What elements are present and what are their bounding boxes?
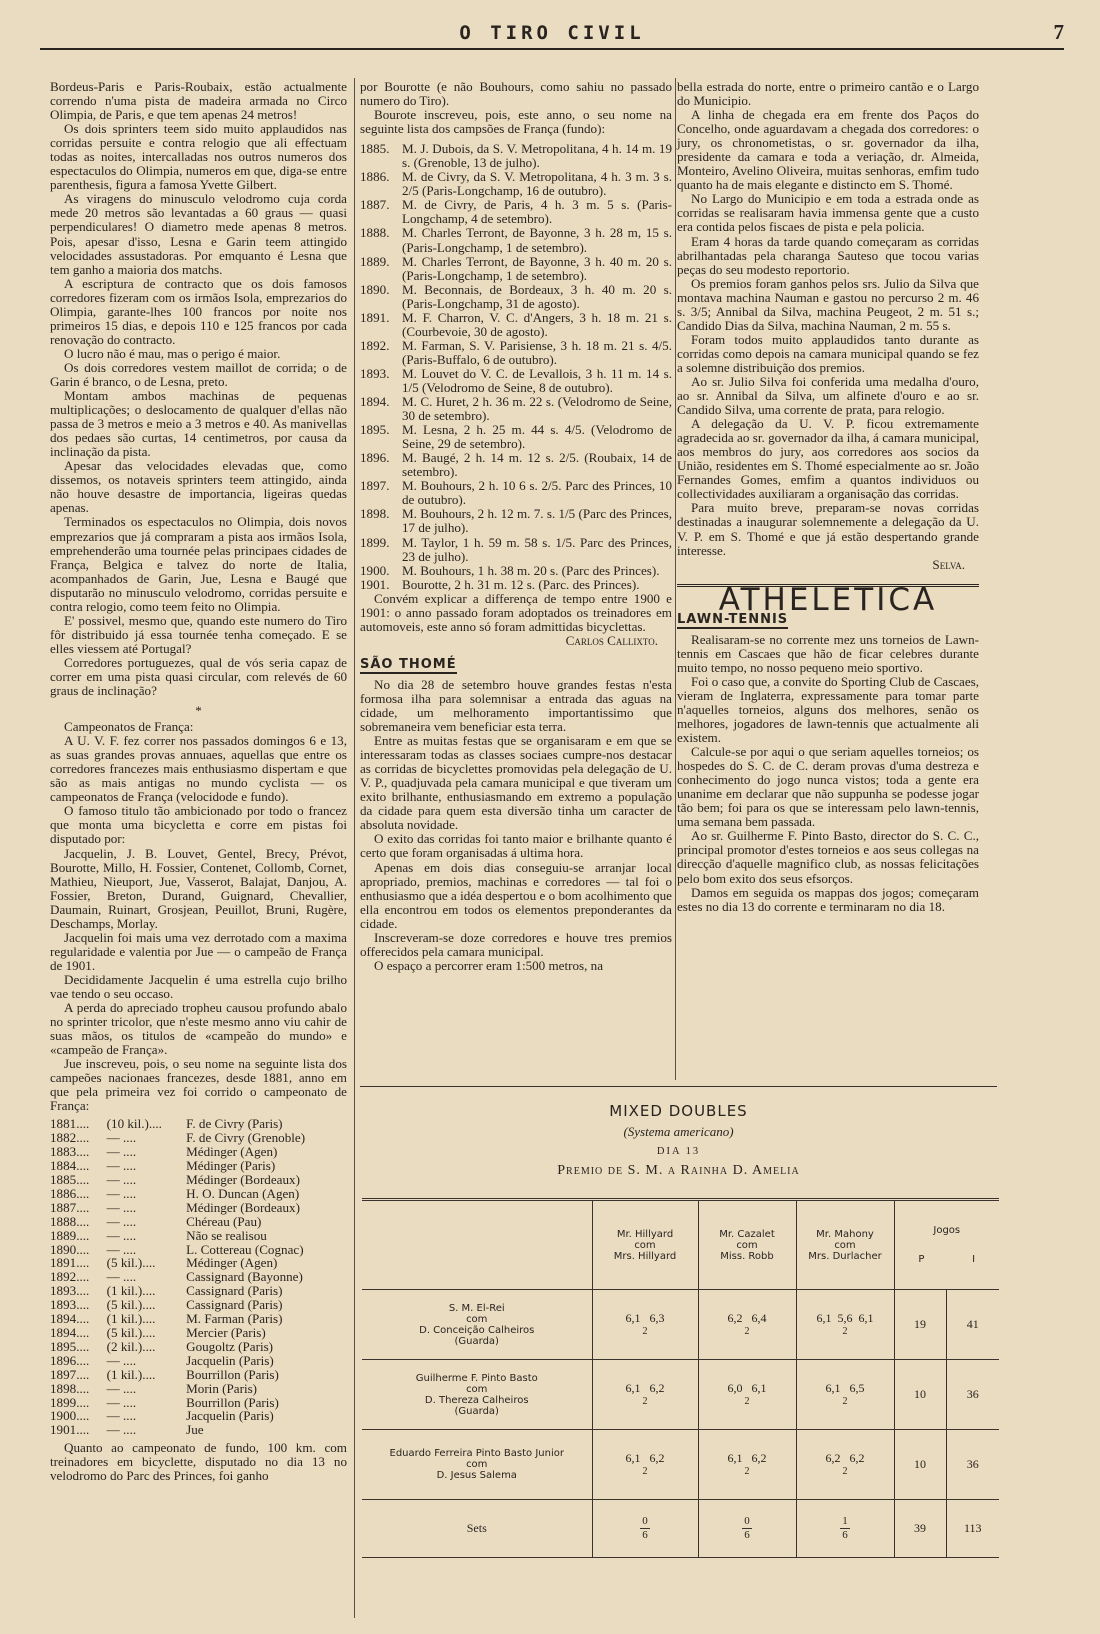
column-middle	[360, 80, 672, 973]
fund-champion-entry	[360, 451, 672, 479]
champion-row	[50, 1270, 347, 1284]
score-sets: 2	[842, 1395, 848, 1407]
score-cell	[698, 1290, 796, 1360]
champion-year: 1883....	[50, 1144, 90, 1160]
champion-year: 1890....	[50, 1241, 90, 1257]
sets-label: Sets	[466, 1521, 487, 1535]
sets-cell: $\frac{0}{6}$	[592, 1500, 698, 1558]
champion-year: 1897....	[50, 1366, 90, 1382]
paragraph: Bordeus-Paris e Paris-Roubaix, estão actualmente correndo n'uma pista de madeira armada no Circo Olimpia, de Paris, e que tem apenas 24 metros!	[50, 79, 347, 123]
champion-name: H. O. Duncan (Agen)	[186, 1185, 300, 1201]
entry-text: M. Lesna, 2 h. 25 m. 44 s. 4/5. (Velodromo de Seine, 29 de setembro).	[402, 422, 672, 452]
pair-cell	[362, 1290, 592, 1360]
score-cell	[796, 1430, 894, 1500]
paragraph: Convém explicar a differença de tempo entre 1900 e 1901: o anno passado foram adoptados os treinadores em automoveis, este anno só foram admittidas bicyclettas.	[360, 590, 672, 634]
fund-champion-entry	[360, 578, 672, 592]
champion-dist: (10 kil.)....	[106, 1116, 162, 1132]
column-right	[677, 80, 979, 914]
entry-text: Bourotte, 2 h. 31 m. 12 s. (Parc. des Princes).	[402, 576, 640, 592]
champion-name: Chéreau (Pau)	[186, 1213, 262, 1229]
paragraph: O exito das corridas foi tanto maior e brilhante quanto é certo que foram organisadas á ultima hora.	[360, 831, 672, 861]
paragraph: Corredores portuguezes, qual de vós seria capaz de correr em uma pista quasi circular, com relevés de 60 graus de inclinação?	[50, 654, 347, 699]
paragraph: Apesar das velocidades elevadas que, como dissemos, os notaveis sprinters teem attingido, ainda não houve desastre de importancia, ligeiras quedas apenas.	[50, 458, 347, 516]
header-opponent: Mr. Hillyard com Mrs. Hillyard	[592, 1200, 698, 1290]
mixed-doubles-heading	[360, 1102, 997, 1179]
champion-row	[50, 1159, 347, 1173]
score-cell	[592, 1290, 698, 1360]
header-opponent: Mr. Mahony com Mrs. Durlacher	[796, 1200, 894, 1290]
entry-text: M. Charles Terront, de Bayonne, 3 h. 28 m, 15 s. (Paris-Longchamp, 1 de setembro).	[402, 225, 672, 255]
entry-year: 1888.	[360, 225, 390, 241]
entry-text: M. Beconnais, de Bordeaux, 3 h. 40 m. 20 s. (Paris-Longchamp, 31 de agosto).	[402, 281, 672, 311]
entry-year: 1899.	[360, 534, 390, 550]
champion-name: Cassignard (Paris)	[186, 1297, 283, 1313]
mixed-doubles-title: MIXED DOUBLES	[609, 1102, 748, 1120]
pair-line: S. M. El-Rei	[448, 1302, 505, 1314]
athletics-banner	[677, 581, 979, 618]
paragraph: A perda do apreciado tropheu causou profundo abalo no sprinter tricolor, que n'este mesmo anno viu cahir de suas mãos, os titulos de «campeão do mundo» e «campeão de França».	[50, 1000, 347, 1058]
champion-year: 1898....	[50, 1380, 90, 1396]
champion-name: F. de Civry (Grenoble)	[186, 1130, 306, 1146]
paragraph: Foi o caso que, a convite do Sporting Club de Cascaes, vieram de Inglaterra, expressamente para tomar parte n'aquelles torneios, alguns dos melhores, senão os melhores, jogadores de lawn-tennis que actualmente ali existem.	[677, 673, 980, 746]
mixed-doubles-prize: Premio de S. M. a Rainha D. Amelia	[557, 1163, 800, 1178]
score-cell	[698, 1430, 796, 1500]
champion-dist: — ....	[106, 1422, 137, 1438]
pair-line: com	[466, 1313, 488, 1325]
champion-row	[50, 1131, 347, 1145]
champion-year: 1901....	[50, 1422, 90, 1438]
paragraph: Inscreveram-se doze corredores e houve tres premios offerecidos pela camara municipal.	[360, 929, 672, 959]
entry-text: M. Bouhours, 1 h. 38 m. 20 s. (Parc des Princes).	[402, 562, 660, 578]
champion-row	[50, 1173, 347, 1187]
paragraph: O lucro não é mau, mas o perigo é maior.	[64, 345, 281, 361]
entry-year: 1892.	[360, 337, 390, 353]
champion-row	[50, 1396, 347, 1410]
champion-row	[50, 1187, 347, 1201]
champion-dist: — ....	[106, 1269, 137, 1285]
score-sets: 2	[642, 1465, 648, 1477]
pair-line: Guilherme F. Pinto Basto	[415, 1372, 538, 1384]
champion-year: 1894....	[50, 1311, 90, 1327]
champion-name: Mercier (Paris)	[186, 1325, 266, 1341]
page-number: 7	[1053, 20, 1064, 44]
champion-name: Cassignard (Paris)	[186, 1283, 283, 1299]
paragraph: Ao sr. Julio Silva foi conferida uma medalha d'ouro, ao sr. Annibal da Silva, um alfinete d'ouro e ao sr. Candido Silva, uma corrente de prata, para relogio.	[677, 373, 979, 418]
pair-line: Eduardo Ferreira Pinto Basto Junior	[389, 1448, 564, 1459]
fund-champion-entry	[360, 170, 672, 198]
champion-year: 1895....	[50, 1338, 90, 1354]
champion-name: Bourrillon (Paris)	[186, 1394, 279, 1410]
score-sets: 2	[842, 1465, 848, 1477]
champions-list	[50, 1117, 347, 1437]
champion-row	[50, 1201, 347, 1215]
score-value: 6,1 6,2	[727, 1450, 767, 1465]
champion-year: 1900....	[50, 1408, 90, 1424]
table-row	[362, 1430, 999, 1500]
fund-champion-entry	[360, 283, 672, 311]
pair-line: D. Jesus Salema	[436, 1470, 517, 1481]
champion-year: 1894....	[50, 1325, 90, 1341]
champion-name: Cassignard (Bayonne)	[186, 1269, 303, 1285]
entry-text: M. Louvet do V. C. de Levallois, 3 h. 11 m. 14 s. 1/5 (Velodromo de Seine, 8 de outubro).	[402, 365, 672, 395]
champion-dist: (1 kil.)....	[106, 1283, 156, 1299]
champion-name: Médinger (Paris)	[186, 1158, 276, 1174]
champion-name: Médinger (Agen)	[186, 1144, 278, 1160]
score-cell	[592, 1430, 698, 1500]
paragraph: Jue inscreveu, pois, o seu nome na seguinte lista dos campeões nacionaes francezes, desde 1881, anno em que pela primeira vez foi corrido o campeonato de França:	[50, 1056, 347, 1114]
score-value: 6,1 6,3	[625, 1310, 665, 1325]
champion-row	[50, 1145, 347, 1159]
column-left	[50, 80, 347, 1483]
champion-year: 1889....	[50, 1227, 90, 1243]
fund-champion-entry	[360, 395, 672, 423]
fund-champion-entry	[360, 255, 672, 283]
champion-name: L. Cottereau (Cognac)	[186, 1241, 304, 1257]
sets-cell: $\frac{0}{6}$	[698, 1500, 796, 1558]
champion-year: 1887....	[50, 1199, 90, 1215]
score-sets: 2	[842, 1325, 848, 1337]
champion-dist: — ....	[106, 1130, 137, 1146]
paragraph: Para muito breve, preparam-se novas corridas destinadas a inaugurar solemnemente a delegação da U. V. P. em S. Thomé e que já estão despertando grande interesse.	[677, 500, 979, 558]
paragraph: Apenas em dois dias conseguiu-se arranjar local apropriado, premios, machinas e corredores — tal foi o enthusiasmo que a idéa despertou e o bom acolhimento que ella encontrou em todos os elementos preponderantes da cidade.	[360, 859, 672, 931]
entry-text: M. Bouhours, 2 h. 10 6 s. 2/5. Parc des Princes, 10 de outubro).	[402, 478, 672, 508]
pair-line: com	[466, 1383, 488, 1395]
jogos-p: 19	[894, 1290, 946, 1360]
paragraph: Os dois corredores vestem maillot de corrida; o de Garin é branco, o de Lesna, preto.	[50, 359, 347, 389]
sets-p: 39	[894, 1500, 946, 1558]
entry-text: M. C. Huret, 2 h. 36 m. 22 s. (Velodromo de Seine, 30 de setembro).	[402, 394, 672, 424]
entry-text: M. de Civry, de Paris, 4 h. 3 m. 5 s. (Paris-Longchamp, 4 de setembro).	[402, 197, 672, 227]
champion-year: 1892....	[50, 1269, 90, 1285]
pair-cell	[362, 1430, 592, 1500]
paragraph: No Largo do Municipio e em toda a estrada onde as corridas se realisaram havia immensa gente que a custo era contida pelos fiscaes de pista e pela policia.	[677, 191, 979, 235]
entry-text: M. F. Charron, V. C. d'Angers, 3 h. 18 m. 21 s. (Courbevoie, 30 de agosto).	[402, 309, 672, 339]
sets-i: 113	[946, 1500, 999, 1558]
jogos-p: 10	[894, 1360, 946, 1430]
entry-year: 1886.	[360, 169, 390, 185]
champion-name: Gougoltz (Paris)	[186, 1338, 274, 1354]
score-value: 6,1 5,6 6,1	[816, 1310, 874, 1325]
champion-dist: (2 kil.)....	[106, 1338, 156, 1354]
champion-dist: — ....	[106, 1241, 137, 1257]
champion-name: Bourrillon (Paris)	[186, 1366, 279, 1382]
champion-dist: (5 kil.)....	[106, 1297, 156, 1313]
pair-line: com	[466, 1459, 488, 1470]
score-value: 6,2 6,4	[727, 1310, 767, 1325]
champion-name: Médinger (Bordeaux)	[186, 1199, 300, 1215]
paragraph: Os dois sprinters teem sido muito applaudidos nas corridas persuite e contra relogio que ali effectuam todas as noites, intercalladas nos outros numeros dos espectaculos do Olimpia, numeros em que, diga-se entre parenthesis, figura a famosa Yvette Gilbert.	[50, 121, 347, 193]
paragraph: Calcule-se por aqui o que seriam aquelles torneios; os hospedes do S. C. de C. deram provas d'uma destreza e conhecimento do jogo nunca vistos; toda a gente era unanime em declarar que não suppunha se podesse jogar tão bem; foi para os que se interessam pelo lawn-tennis, uma semana bem passada.	[677, 744, 979, 830]
pair-cell	[362, 1360, 592, 1430]
entry-year: 1887.	[360, 197, 390, 213]
paragraph: A U. V. F. fez correr nos passados domingos 6 e 13, as suas grandes provas annuaes, aquellas que entre os corredores francezes mais enthusiasmo dispertam e que são as mais antigas no mundo cyclista — os campeonatos de França (velocidode e fundo).	[50, 733, 347, 805]
score-sets: 2	[744, 1325, 750, 1337]
score-sets: 2	[642, 1325, 648, 1337]
champion-dist: — ....	[106, 1227, 137, 1243]
paragraph: O espaço a percorrer eram 1:500 metros, na	[374, 957, 604, 973]
entry-year: 1889.	[360, 253, 390, 269]
score-sets: 2	[744, 1465, 750, 1477]
champion-year: 1886....	[50, 1185, 90, 1201]
table-header-row	[362, 1200, 999, 1290]
entry-year: 1890.	[360, 281, 390, 297]
champion-name: Médinger (Agen)	[186, 1255, 278, 1271]
jogos-i: 41	[946, 1290, 999, 1360]
entry-year: 1885.	[360, 141, 390, 157]
paragraph: E' possivel, mesmo que, quando este numero do Tiro fôr distribuido já essa tournée tenha começado. E se elles viessem até Portugal?	[50, 612, 347, 656]
paragraph: bella estrada do norte, entre o primeiro cantão e o Largo do Municipio.	[677, 79, 979, 109]
score-value: 6,2 6,2	[825, 1450, 865, 1465]
champion-row	[50, 1215, 347, 1229]
entry-year: 1895.	[360, 422, 390, 438]
paragraph: Jacquelin foi mais uma vez derrotado com a maxima regularidade e valentia por Jue — o campeão de França de 1901.	[50, 929, 347, 973]
jogos-i: 36	[946, 1430, 999, 1500]
champion-dist: — ....	[106, 1185, 137, 1201]
entry-text: M. Farman, S. V. Parisiense, 3 h. 18 m. 21 s. 4/5. (Paris-Buffalo, 6 de outubro).	[402, 337, 672, 367]
champion-row	[50, 1382, 347, 1396]
score-sets: 2	[642, 1395, 648, 1407]
champion-year: 1893....	[50, 1283, 90, 1299]
champion-row	[50, 1256, 347, 1270]
champion-row	[50, 1409, 347, 1423]
paragraph: No dia 28 de setembro houve grandes festas n'esta formosa ilha para solemnisar a entrada das aguas na cidade, um melhoramento importantissimo que sobremaneira vem beneficiar esta terra.	[360, 676, 672, 735]
entry-year: 1898.	[360, 506, 390, 522]
header-jogos: Jogos P I	[894, 1200, 999, 1290]
champion-row	[50, 1312, 347, 1326]
entry-year: 1894.	[360, 394, 390, 410]
paragraph: Realisaram-se no corrente mez uns torneios de Lawn-tennis em Cascaes que hão de ficar celebres durante muito tempo, no nosso pequeno meio sportivo.	[677, 631, 979, 675]
champion-name: Jacquelin (Paris)	[186, 1408, 274, 1424]
table-row-sets	[362, 1500, 999, 1558]
entry-year: 1901.	[360, 576, 390, 592]
score-sets: 2	[744, 1395, 750, 1407]
page-header	[40, 14, 1064, 50]
score-value: 6,1 6,2	[625, 1450, 665, 1465]
champion-dist: — ....	[106, 1352, 137, 1368]
champion-name: Morin (Paris)	[186, 1380, 258, 1396]
mixed-doubles-table	[362, 1198, 999, 1558]
paragraph: A escriptura de contracto que os dois famosos corredores fizeram com os irmãos Isola, emprezarios do Olimpia, garante-lhes 100 francos por noite nos primeiros 15 dias, e depois 110 e 125 francos por cada renovação do contracto.	[50, 275, 347, 347]
fund-champion-entry	[360, 311, 672, 339]
score-cell	[796, 1290, 894, 1360]
champion-row	[50, 1117, 347, 1131]
champion-year: 1881....	[50, 1116, 90, 1132]
paragraph: Decididamente Jacquelin é uma estrella cujo brilho vae tendo o seu occaso.	[50, 971, 347, 1001]
champion-dist: — ....	[106, 1408, 137, 1424]
score-value: 6,0 6,1	[727, 1380, 767, 1395]
fund-champion-entry	[360, 423, 672, 451]
jogos-i: 36	[946, 1360, 999, 1430]
champion-year: 1884....	[50, 1158, 90, 1174]
pair-line: D. Thereza Calheiros	[424, 1394, 529, 1406]
score-cell	[796, 1360, 894, 1430]
champion-row	[50, 1340, 347, 1354]
fund-champion-entry	[360, 142, 672, 170]
entry-year: 1891.	[360, 309, 390, 325]
fund-champion-entry	[360, 198, 672, 226]
paragraph: Foram todos muito applaudidos tanto durante as corridas como depois na camara municipal quando se fez a solemne distribuição dos premios.	[677, 331, 979, 375]
author-signature: Selva.	[932, 556, 965, 572]
paragraph: Bourote inscreveu, pois, este anno, o seu nome na seguinte lista dos campsões de França (fundo):	[360, 107, 672, 137]
champion-name: F. de Civry (Paris)	[186, 1116, 283, 1132]
jogos-p: 10	[894, 1430, 946, 1500]
champion-row	[50, 1243, 347, 1257]
champion-dist: — ....	[106, 1199, 137, 1215]
column-rule-2	[675, 78, 676, 1080]
author-signature: Carlos Callixto.	[565, 632, 658, 648]
champion-dist: (1 kil.)....	[106, 1366, 156, 1382]
pair-line: D. Conceição Calheiros	[419, 1324, 535, 1336]
paragraph: As viragens do minusculo velodromo cuja corda mede 20 metros são levantadas a 60 graus — quasi perpendiculares! O diametro mede apenas 8 metros. Pois, apesar d'isso, Lesna e Garin teem attingido velocidades assustadoras. Por emquanto é Lesna que tem ganho a maioria dos matchs.	[50, 191, 347, 277]
header-opponent: Mr. Cazalet com Miss. Robb	[698, 1200, 796, 1290]
champion-row	[50, 1229, 347, 1243]
score-cell	[698, 1360, 796, 1430]
score-value: 6,1 6,2	[625, 1380, 665, 1395]
entry-text: M. de Civry, da S. V. Metropolitana, 4 h. 3 m. 3 s. 2/5 (Paris-Longchamp, 16 de outubro).	[402, 169, 672, 199]
entry-text: M. J. Dubois, da S. V. Metropolitana, 4 h. 14 m. 19 s. (Grenoble, 13 de julho).	[402, 141, 672, 171]
fund-champion-entry	[360, 367, 672, 395]
section-heading-lawn-tennis: LAWN-TENNIS	[677, 611, 789, 627]
entry-text: M. Bouhours, 2 h. 12 m. 7. s. 1/5 (Parc des Princes, 17 de julho).	[402, 506, 672, 536]
champion-year: 1893....	[50, 1297, 90, 1313]
champion-dist: — ....	[106, 1172, 137, 1188]
paragraph: Damos em seguida os mappas dos jogos; começaram estes no dia 13 do corrente e terminaram no dia 18.	[677, 884, 979, 914]
pair-line: (Guarda)	[454, 1405, 499, 1417]
champion-dist: — ....	[106, 1158, 137, 1174]
fund-champion-entry	[360, 564, 672, 578]
column-rule-1	[354, 78, 355, 1618]
champion-dist: — ....	[106, 1213, 137, 1229]
fund-champion-entry	[360, 339, 672, 367]
champion-dist: (5 kil.)....	[106, 1325, 156, 1341]
champion-year: 1899....	[50, 1394, 90, 1410]
paragraph: A linha de chegada era em frente dos Paços do Concelho, onde aguardavam a chegada dos corredores: o jury, os chronometistas, o sr. governador da ilha, presidente da camara e toda a veriação, dr. Almeida, Monteiro, Avelino Oliveira, muitas senhoras, emfim tudo quanto ha de mais elegante e distincto em S. Thomé.	[677, 107, 979, 193]
paragraph: Jacquelin, J. B. Louvet, Gentel, Brecy, Prévot, Bourotte, Millo, H. Fossier, Contenet, Collomb, Cornet, Mathieu, Nieuport, Jue, Vasserot, Balajat, Danjou, A. Fossier, Breton, Durand, Guignard, Chevallier, Daumain, Ruinart, Grosjean, Peuillot, Bruni, Rugère, Deschamps, Morlay.	[50, 845, 347, 931]
paragraph: Montam ambos machinas de pequenas multiplicações; o deslocamento de qualquer d'ellas não passa de 3 metros e meio a 3 metros e 40. As manivellas dos pedaes são curtas, 14 centimetros, por causa da inclinação da pista.	[50, 388, 347, 460]
fund-champions-list	[360, 142, 672, 592]
table-row	[362, 1360, 999, 1430]
score-cell	[592, 1360, 698, 1430]
champion-name: Jue	[186, 1422, 204, 1438]
champion-year: 1885....	[50, 1172, 90, 1188]
champion-name: Médinger (Bordeaux)	[186, 1172, 300, 1188]
champion-row	[50, 1368, 347, 1382]
champion-year: 1882....	[50, 1130, 90, 1146]
paragraph: O famoso titulo tão ambicionado por todo o francez que monta uma bicycletta e corre em pistas foi disputado por:	[50, 803, 347, 847]
champion-row	[50, 1298, 347, 1312]
paragraph: Entre as muitas festas que se organisaram e em que se interessaram todas as classes sociaes cumpre-nos destacar as corridas de bicyclettes promovidas pela delegação de U. V. P., quadjuvada pela camara municipal e que tiveram um exito brilhante, enthusiasmando em extremo a população da cidade para quem esta diversão tinha um caracter de absoluta novidade.	[360, 733, 672, 833]
champion-dist: — ....	[106, 1394, 137, 1410]
champion-year: 1896....	[50, 1352, 90, 1368]
champion-dist: (1 kil.)....	[106, 1311, 156, 1327]
sets-cell: $\frac{1}{6}$	[796, 1500, 894, 1558]
table-row	[362, 1290, 999, 1360]
champion-row	[50, 1326, 347, 1340]
mixed-doubles-day: DIA 13	[656, 1146, 701, 1157]
champion-row	[50, 1284, 347, 1298]
paragraph: Eram 4 horas da tarde quando começaram as corridas abrilhantadas pela charanga Sauteso que tocou varias peças do seu modesto reportorio.	[677, 233, 979, 277]
paragraph: Ao sr. Guilherme F. Pinto Basto, director do S. C. C., principal promotor d'estes torneios e aos seus collegas na direcção d'aquelle magnifico club, as nossas felicitações pelo bom exito dos seus efsorços.	[677, 828, 979, 886]
paragraph: A delegação da U. V. P. ficou extremamente agradecida ao sr. governador da ilha, á camara municipal, aos membros do jury, aos corredores aos socios da União, residentes em S. Thomé especialmente ao sr. João Fernandes Gomes, emfim a quantos individuos ou collectividades auxiliaram a organisação das corridas.	[677, 416, 979, 502]
champion-name: Jacquelin (Paris)	[186, 1352, 274, 1368]
champion-row	[50, 1354, 347, 1368]
fund-champion-entry	[360, 536, 672, 564]
champion-name: Não se realisou	[186, 1227, 267, 1243]
section-rule	[360, 1086, 997, 1087]
section-heading-sao-thome: SÃO THOMÉ	[360, 656, 457, 672]
athletics-title: ATHELETICA	[718, 581, 938, 618]
champion-row	[50, 1423, 347, 1437]
paragraph: Quanto ao campeonato de fundo, 100 km. com treinadores em bicyclette, disputado no dia 13 no velodromo do Parc des Princes, foi ganho	[50, 1440, 347, 1484]
paragraph: por Bourotte (e não Bouhours, como sahiu no passado numero do Tiro).	[360, 79, 672, 109]
paragraph: Campeonatos de França:	[64, 719, 194, 735]
mixed-doubles-subtitle: (Systema americano)	[623, 1124, 734, 1139]
entry-year: 1897.	[360, 478, 390, 494]
score-value: 6,1 6,5	[825, 1380, 865, 1395]
entry-year: 1896.	[360, 450, 390, 466]
champion-dist: (5 kil.)....	[106, 1255, 156, 1271]
header-blank	[362, 1200, 592, 1290]
newspaper-title: O TIRO CIVIL	[459, 22, 645, 44]
champion-name: M. Farman (Paris)	[186, 1311, 283, 1327]
entry-text: M. Taylor, 1 h. 59 m. 58 s. 1/5. Parc des Princes, 23 de julho).	[402, 534, 672, 564]
champion-year: 1891....	[50, 1255, 90, 1271]
paragraph: Terminados os espectaculos no Olimpia, dois novos emprezarios que já compraram a pista aos irmãos Isola, emprehenderão uma tournée pelas principaes cidades de França, Belgica e talvez do norte de Italia, acompanhados de Garin, Jue, Lesna e Baugé que disputarão no minusculo velodromo, corridas persuite e contra relogio, como teem feito no Olimpia.	[50, 514, 347, 614]
entry-year: 1893.	[360, 365, 390, 381]
paragraph: Os premios foram ganhos pelos srs. Julio da Silva que montava machina Nauman e gastou no percurso 2 m. 46 s. 3/5; Annibal da Silva, machina Peugeot, 2 m. 51 s.; Candido Dias da Silva, machina Nauman, 2 m. 55 s.	[677, 275, 979, 333]
fund-champion-entry	[360, 479, 672, 507]
section-separator: *	[195, 703, 202, 719]
fund-champion-entry	[360, 226, 672, 254]
fund-champion-entry	[360, 507, 672, 535]
pair-line: (Guarda)	[454, 1335, 499, 1347]
entry-text: M. Charles Terront, de Bayonne, 3 h. 40 m. 20 s. (Paris-Longchamp, 1 de setembro).	[402, 253, 672, 283]
champion-dist: — ....	[106, 1144, 137, 1160]
champion-dist: — ....	[106, 1380, 137, 1396]
champion-year: 1888....	[50, 1213, 90, 1229]
entry-text: M. Baugé, 2 h. 14 m. 12 s. 2/5. (Roubaix, 14 de setembro).	[402, 450, 672, 480]
entry-year: 1900.	[360, 562, 390, 578]
